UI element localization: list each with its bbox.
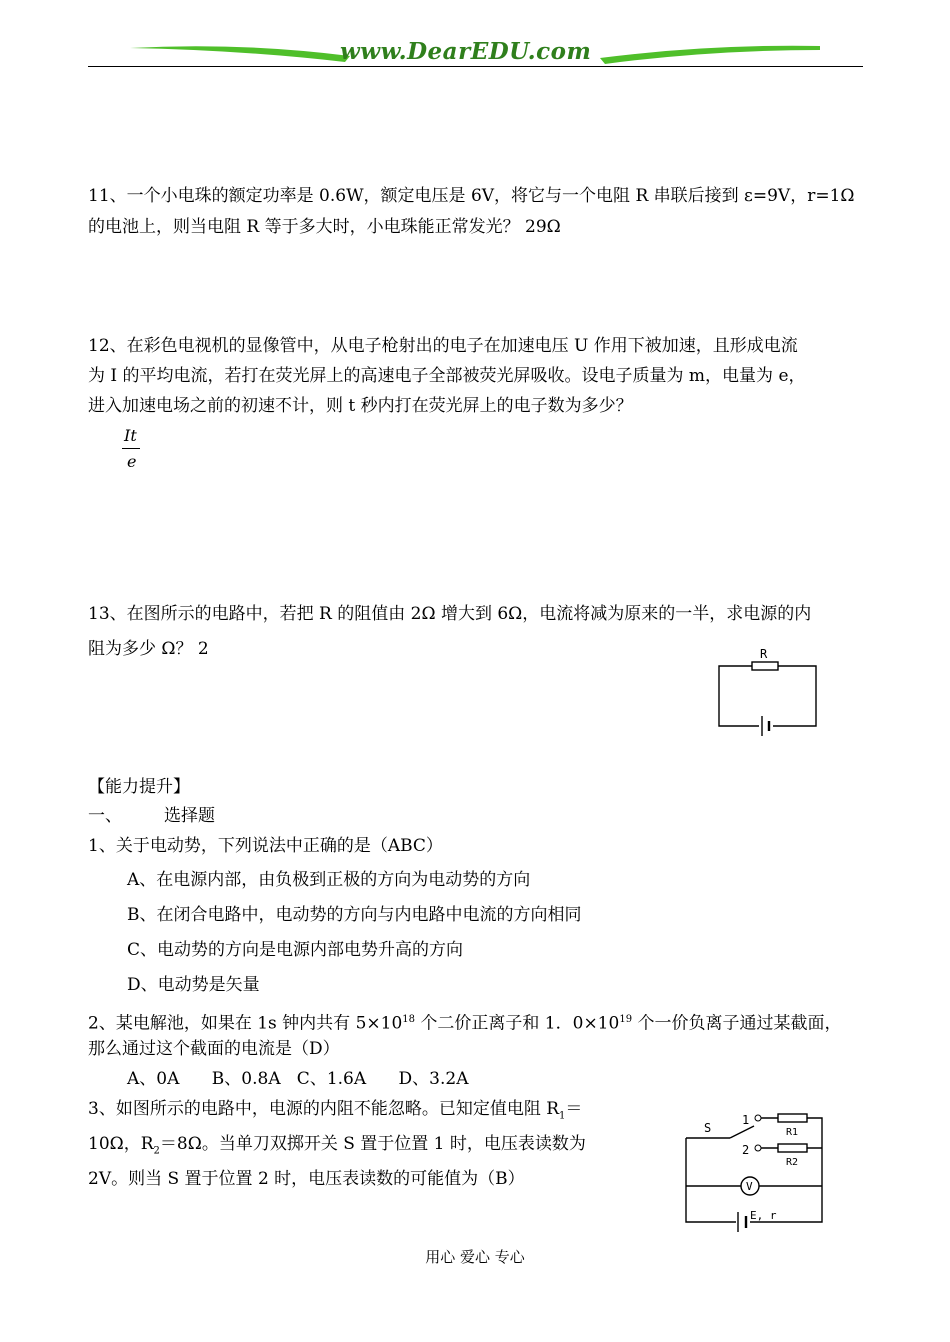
q13-line1: 13、在图所示的电路中，若把 R 的阻值由 2Ω 增大到 6Ω，电流将减为原来的一半，求电源的内 <box>88 604 812 624</box>
fraction-bar <box>122 448 140 449</box>
q12-line2: 为 I 的平均电流，若打在荧光屏上的高速电子全部被荧光屏吸收。设电子质量为 m，电量为 e， <box>88 366 806 386</box>
r1-label: R1 <box>786 1127 799 1138</box>
q13-circuit-diagram <box>712 642 824 738</box>
answer-numerator: It <box>124 426 137 445</box>
q12-line3: 进入加速电场之前的初速不计，则 t 秒内打在荧光屏上的电子数为多少？ <box>88 396 633 416</box>
mc2-stem: 2、某电解池，如果在 1s 钟内共有 $5\times 10^{18}$ 个二价正离子和 1．$0\times 10^{19}$ 个一价负离子通过某截面， <box>88 1013 842 1034</box>
contact-2 <box>755 1145 761 1151</box>
switch-blade <box>730 1126 754 1138</box>
right-swoosh <box>600 46 820 64</box>
q11-line2: 的电池上，则当电阻 R 等于多大时，小电珠能正常发光？ 29Ω <box>88 217 561 237</box>
section-title: 【能力提升】 <box>88 777 190 797</box>
q13-line2: 阻为多少 Ω？ 2 <box>88 639 209 659</box>
mc2-line2: 那么通过这个截面的电流是（D） <box>88 1039 340 1059</box>
r2-resistor <box>778 1144 807 1152</box>
mc2-options: A、0A B、0.8A C、1.6A D、3.2A <box>127 1069 469 1089</box>
mc3-line2: 10Ω，$R_2=8\Omega$。当单刀双掷开关 S 置于位置 1 时，电压表读数为 <box>88 1134 586 1157</box>
pos1-label: 1 <box>742 1113 750 1127</box>
left-swoosh <box>130 46 350 62</box>
r1-resistor <box>778 1114 807 1122</box>
page-footer: 用心 爱心 专心 <box>425 1248 525 1266</box>
mc3-line1: 3、如图所示的电路中，电源的内阻不能忽略。已知定值电阻 $R_1=$ <box>88 1099 583 1122</box>
q12-line1: 12、在彩色电视机的显像管中，从电子枪射出的电子在加速电压 U 作用下被加速，且形成电流 <box>88 336 798 356</box>
source-label: E, r <box>750 1209 777 1222</box>
header-rule <box>88 66 863 67</box>
pos2-label: 2 <box>742 1143 750 1157</box>
q13-resistor-label: R <box>760 647 768 661</box>
r2-label: R2 <box>786 1157 799 1168</box>
mc1-option-b: B、在闭合电路中，电动势的方向与内电路中电流的方向相同 <box>127 905 582 925</box>
mc3-circuit-diagram <box>682 1106 830 1234</box>
mc1-option-c: C、电动势的方向是电源内部电势升高的方向 <box>127 940 464 960</box>
q13-wire <box>719 666 816 726</box>
voltmeter-label: V <box>746 1180 753 1193</box>
section-subtitle-num: 一、 <box>88 806 122 826</box>
section-subtitle: 选择题 <box>164 806 215 826</box>
answer-denominator: e <box>127 452 137 471</box>
mc3-line3: 2V。则当 S 置于位置 2 时，电压表读数的可能值为（B） <box>88 1169 525 1189</box>
contact-1 <box>755 1115 761 1121</box>
mc1-stem: 1、关于电动势，下列说法中正确的是（ABC） <box>88 836 443 856</box>
site-logo: www.DearEDU.com <box>340 38 592 65</box>
q13-resistor <box>752 662 778 670</box>
q11-line1: 11、一个小电珠的额定功率是 0.6W，额定电压是 6V，将它与一个电阻 R 串联后接到 ε=9V，r=1Ω <box>88 186 855 206</box>
mc1-option-d: D、电动势是矢量 <box>127 975 260 995</box>
mc1-option-a: A、在电源内部，由负极到正极的方向为电动势的方向 <box>127 870 531 890</box>
switch-label: S <box>704 1121 712 1135</box>
